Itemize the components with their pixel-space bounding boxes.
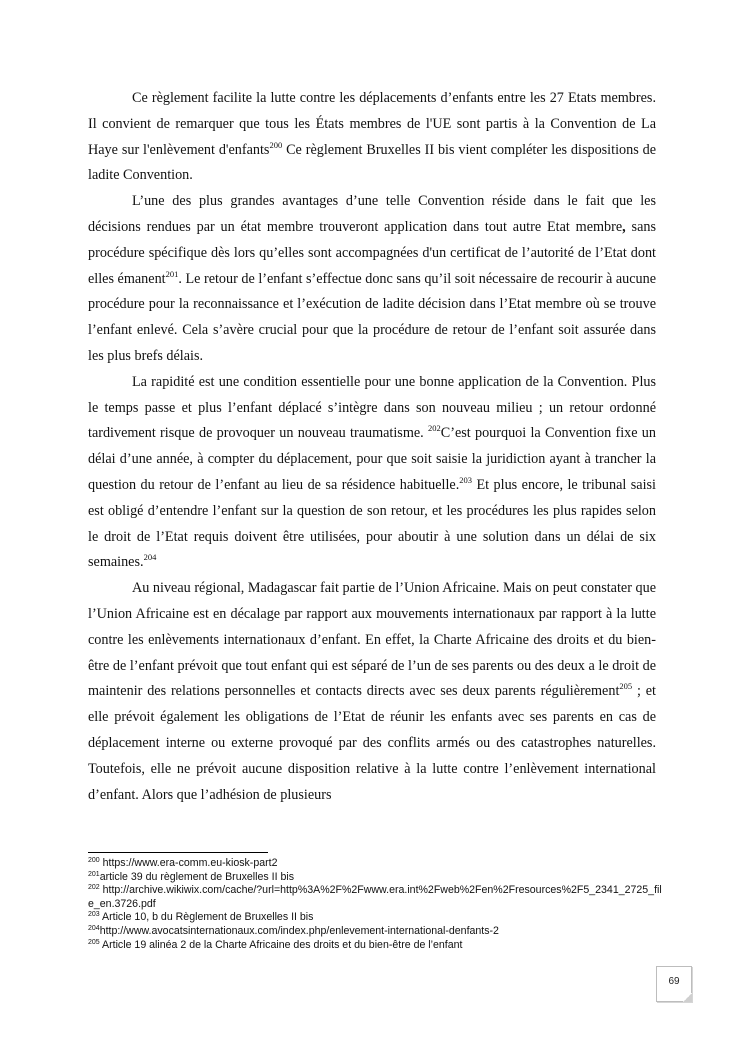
text-segment: sans procédure spécifique dès lors qu’elles sont accompagnées d'un certificat de l’autorité de l’Etat dont elles émanent bbox=[88, 218, 656, 287]
footnote-number: 203 bbox=[88, 911, 100, 919]
footnote-number: 205 bbox=[88, 938, 100, 946]
text-segment: Ce règlement facilite la lutte contre les déplacements d’enfants entre les 27 Etats membres. Il convient de remarquer que tous les États membres de l'UE sont partis à la Convention de La Haye sur l'enlèvement d'enfants bbox=[88, 90, 656, 158]
footnote-202 bbox=[88, 884, 663, 911]
text-segment: Et plus encore, le tribunal saisi est obligé d’entendre l’enfant sur la question de son retour, et les procédures les plus rapides selon le droit de l’Etat requis doivent être utilisées, pour aboutir à une solution dans un délai de six semaines. bbox=[88, 476, 656, 571]
body-text bbox=[88, 86, 656, 808]
text-segment: Ce règlement Bruxelles II bis vient compléter les dispositions de ladite Convention. bbox=[88, 141, 656, 184]
footnote-text[interactable]: http://archive.wikiwix.com/cache/?url=http%3A%2F%2Fwww.era.int%2Fweb%2Fen%2Fresources%2F5_2341_2725_file_en.3726.pdf bbox=[88, 884, 662, 910]
paragraph-3 bbox=[88, 370, 656, 576]
footnote-ref-203[interactable]: 203 bbox=[459, 474, 472, 485]
text-segment: ; et elle prévoit également les obligations de l’Etat de réunir les enfants avec ses parents en cas de déplacement interne ou externe provoqué par des conflits armés ou des catastrophes naturelles. Toutefois, elle ne prévoit aucune disposition relative à la lutte contre l’enlèvement international d’enfant. Alors que l’adhésion de plusieurs bbox=[88, 683, 656, 803]
footnote-text: Article 19 alinéa 2 de la Charte Africaine des droits et du bien-être de l’enfant bbox=[99, 938, 463, 951]
bold-comma: , bbox=[622, 218, 626, 235]
paragraph-1 bbox=[88, 86, 656, 189]
text-segment: Au niveau régional, Madagascar fait partie de l’Union Africaine. Mais on peut constater que l’Union Africaine est en décalage par rapport aux mouvements internationaux par rapport à la lutte contre les enlèvements internationaux d’enfant. En effet, la Charte Africaine des droits et du bien-être de l’enfant prévoit que tout enfant qui est séparé de l’un de ses parents ou des deux a le droit de maintenir des relations personnelles et contacts directs avec ses deux parents régulièrement bbox=[88, 580, 656, 700]
footnote-text: Article 10, b du Règlement de Bruxelles II bis bbox=[99, 911, 314, 924]
text-segment: C’est pourquoi la Convention fixe un délai d’une année, à compter du déplacement, pour que soit saisie la juridiction ayant à trancher la question du retour de l’enfant au lieu de sa résidence habituelle. bbox=[88, 425, 656, 493]
footnotes bbox=[88, 857, 663, 952]
footnote-number: 200 bbox=[88, 857, 100, 864]
paragraph-2 bbox=[88, 189, 656, 370]
text-segment: . Le retour de l’enfant s’effectue donc sans qu’il soit nécessaire de recourir à aucune procédure pour la reconnaissance et l’exécution de ladite décision dans l’Etat membre où se trouve l’enfant enlevé. Cela s’avère crucial pour que la procédure de retour de l’enfant soit assurée dans les plus brefs délais. bbox=[88, 270, 656, 364]
footnote-separator bbox=[88, 852, 268, 853]
page-number-box bbox=[656, 966, 692, 1002]
footnote-number: 202 bbox=[88, 884, 100, 892]
paragraph-4 bbox=[88, 576, 656, 808]
footnote-text[interactable]: https://www.era-comm.eu-kiosk-part2 bbox=[99, 857, 278, 869]
footnote-204 bbox=[88, 925, 663, 939]
footnote-201 bbox=[88, 871, 663, 885]
footnote-ref-200[interactable]: 200 bbox=[269, 139, 283, 150]
footnote-ref-201[interactable]: 201 bbox=[165, 268, 179, 279]
footnote-text: article 39 du règlement de Bruxelles II bis bbox=[99, 870, 295, 883]
footnote-ref-202[interactable]: 202 bbox=[428, 423, 441, 434]
text-segment: La rapidité est une condition essentielle pour une bonne application de la Convention. Plus le temps passe et plus l’enfant déplacé s’intègre dans son nouveau milieu ; un retour ordonné tardivement risque de provoquer un nouveau traumatisme. bbox=[88, 373, 656, 442]
page-number: 69 bbox=[668, 976, 680, 987]
footnote-203 bbox=[88, 911, 663, 925]
footnote-ref-205[interactable]: 205 bbox=[619, 681, 633, 692]
footnote-number: 204 bbox=[88, 924, 100, 932]
footnote-text[interactable]: http://www.avocatsinternationaux.com/index.php/enlevement-international-denfants-2 bbox=[99, 924, 499, 937]
footnote-ref-204[interactable]: 204 bbox=[143, 552, 157, 563]
footnote-205 bbox=[88, 939, 663, 953]
text-segment: L’une des plus grandes avantages d’une telle Convention réside dans le fait que les décisions rendues par un état membre trouveront application dans tout autre Etat membre bbox=[88, 193, 656, 235]
footnote-200 bbox=[88, 857, 663, 871]
footnote-number: 201 bbox=[88, 870, 100, 878]
